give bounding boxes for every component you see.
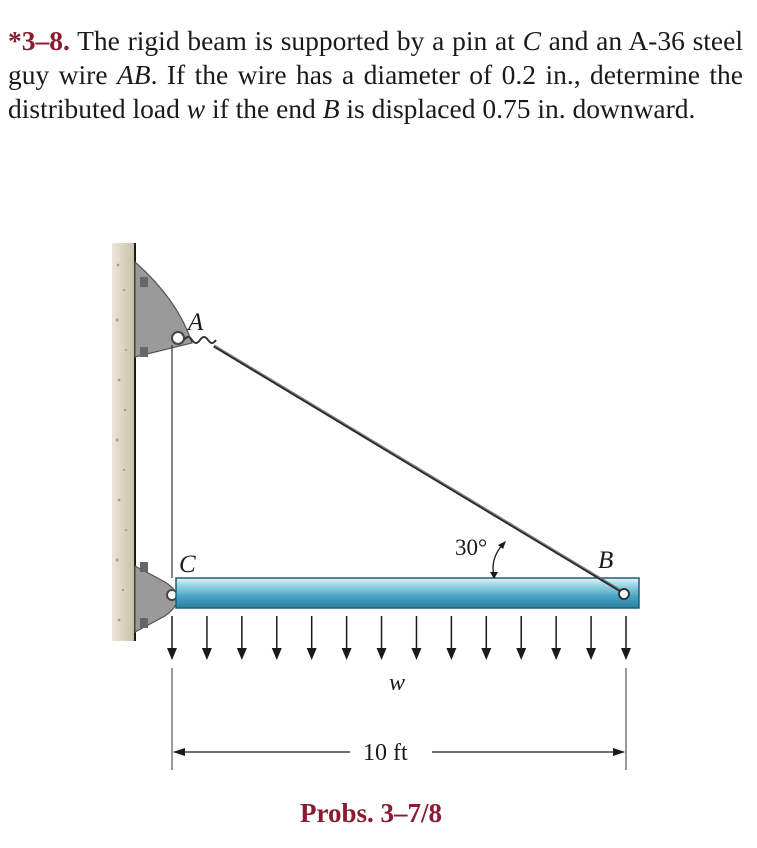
label-A: A [188,309,204,336]
beam [176,578,639,608]
problem-number: *3–8. [8,25,70,56]
load-arrow-head [551,648,561,660]
bracket-C [135,562,178,632]
pin-B [619,589,629,599]
load-arrow-head [446,648,456,660]
load-arrow-head [272,648,282,660]
problem-text-segment: . If the wire has a diameter of 0.2 in., determine the distributed load [8,59,743,124]
load-arrow-head [516,648,526,660]
dim-arrow-right [613,748,625,756]
problem-text-segment: The rigid beam is supported by a pin at [69,25,523,56]
load-arrow-head [377,648,387,660]
label-B: B [598,547,614,574]
load-arrow-head [342,648,352,660]
load-arrow-head [167,648,177,660]
figure-caption: Probs. 3–7/8 [300,798,443,828]
guy-wire-AB-highlight [214,345,624,592]
load-arrow-head [202,648,212,660]
variable-b: B [322,93,340,124]
problem-text-segment: is displaced 0.75 in. downward. [339,93,696,124]
load-label: w [389,670,406,696]
load-arrow-head [621,648,631,660]
dimension-label: 10 ft [363,740,408,766]
distributed-load [167,616,631,660]
wall [112,243,134,641]
load-arrow-head [307,648,317,660]
problem-text-segment: if the end [205,93,323,124]
bracket-A [135,262,192,357]
label-C: C [179,551,196,578]
variable-w: w [186,93,206,124]
variable-ab: AB [116,59,151,90]
load-arrow-head [237,648,247,660]
load-arrow-head [481,648,491,660]
dim-arrow-left [173,748,185,756]
guy-wire-AB [214,346,624,593]
angle-arc [493,545,502,576]
angle-label: 30° [455,535,488,560]
variable-c: C [522,25,541,56]
load-arrow-head [411,648,421,660]
load-arrow-head [586,648,596,660]
problem-text-segment: and an A-36 steel guy wire [8,25,743,90]
